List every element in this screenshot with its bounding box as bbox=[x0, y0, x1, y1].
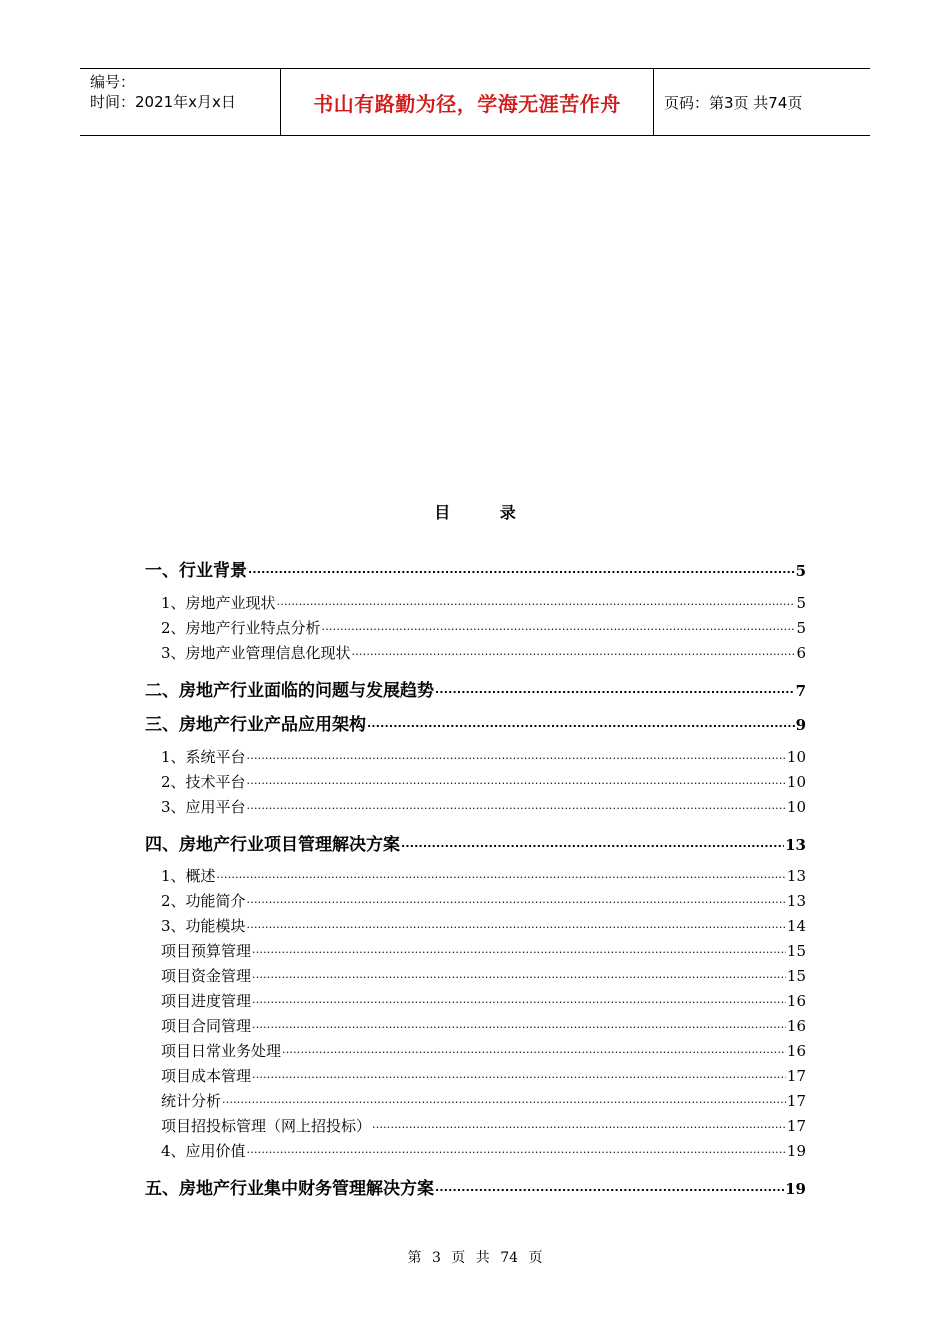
toc-entry-subsection[interactable] bbox=[145, 1040, 806, 1061]
toc-entry-page: 17 bbox=[786, 1092, 806, 1110]
toc-entry-label: 三、房地产行业产品应用架构 bbox=[145, 715, 366, 735]
toc-leader-dots bbox=[247, 797, 786, 812]
toc-entry-section[interactable] bbox=[145, 915, 806, 936]
toc-entry-page: 17 bbox=[786, 1067, 806, 1085]
header-motto: 书山有路勤为径，学海无涯苦作舟 bbox=[281, 69, 654, 135]
toc-entry-subsection[interactable] bbox=[145, 1115, 806, 1136]
toc-leader-dots bbox=[435, 679, 795, 696]
toc-entry-section[interactable] bbox=[145, 796, 806, 817]
toc-entry-subsection[interactable] bbox=[145, 1065, 806, 1086]
toc-entry-chapter[interactable] bbox=[145, 1174, 806, 1199]
toc-entry-label: 1、概述 bbox=[161, 867, 216, 885]
toc-entry-label: 2、技术平台 bbox=[161, 773, 246, 791]
toc-entry-section[interactable] bbox=[145, 642, 806, 663]
toc-leader-dots bbox=[247, 1141, 786, 1156]
toc-entry-label: 项目合同管理 bbox=[161, 1017, 252, 1035]
toc-leader-dots bbox=[222, 1091, 786, 1106]
toc-entry-label: 2、功能简介 bbox=[161, 892, 246, 910]
header-meta bbox=[80, 69, 281, 135]
toc-entry-page: 16 bbox=[786, 1017, 806, 1035]
page-footer: 第 3 页 共 74 页 bbox=[407, 1250, 543, 1266]
toc-entry-subsection[interactable] bbox=[145, 990, 806, 1011]
toc-entry-subsection[interactable] bbox=[145, 1015, 806, 1036]
toc-leader-dots bbox=[252, 1016, 786, 1031]
toc-entry-label: 五、房地产行业集中财务管理解决方案 bbox=[145, 1179, 434, 1199]
toc-entry-page: 10 bbox=[786, 773, 806, 791]
toc-entry-label: 一、行业背景 bbox=[145, 561, 247, 581]
toc-leader-dots bbox=[247, 747, 786, 762]
toc-entry-page: 5 bbox=[796, 594, 806, 612]
toc-entry-label: 统计分析 bbox=[161, 1092, 222, 1110]
toc-leader-dots bbox=[282, 1041, 786, 1056]
toc-entry-page: 19 bbox=[786, 1142, 806, 1160]
toc-entry-section[interactable] bbox=[145, 890, 806, 911]
toc-entry-label: 项目进度管理 bbox=[161, 992, 252, 1010]
toc-leader-dots bbox=[352, 643, 796, 658]
toc-leader-dots bbox=[247, 916, 786, 931]
toc-entry-label: 项目资金管理 bbox=[161, 967, 252, 985]
toc-entry-label: 二、房地产行业面临的问题与发展趋势 bbox=[145, 681, 434, 701]
toc-entry-page: 16 bbox=[786, 1042, 806, 1060]
toc-entry-page: 9 bbox=[795, 716, 806, 734]
toc-entry-label: 四、房地产行业项目管理解决方案 bbox=[145, 835, 400, 855]
toc-entry-chapter[interactable] bbox=[145, 710, 806, 735]
toc-entry-label: 1、房地产业现状 bbox=[161, 594, 276, 612]
toc-entry-chapter[interactable] bbox=[145, 676, 806, 701]
toc-leader-dots bbox=[252, 966, 786, 981]
toc-leader-dots bbox=[252, 1066, 786, 1081]
number-label: 编号： bbox=[90, 73, 136, 91]
toc-leader-dots bbox=[435, 1177, 784, 1194]
toc-leader-dots bbox=[217, 866, 786, 881]
toc-leader-dots bbox=[252, 941, 786, 956]
toc-entry-subsection[interactable] bbox=[145, 965, 806, 986]
toc-entry-label: 3、应用平台 bbox=[161, 798, 246, 816]
toc-entry-page: 15 bbox=[786, 942, 806, 960]
toc-title: 目 录 bbox=[434, 503, 538, 522]
toc-entry-page: 7 bbox=[795, 682, 806, 700]
toc-entry-label: 3、房地产业管理信息化现状 bbox=[161, 644, 351, 662]
toc-entry-label: 项目招投标管理（网上招投标） bbox=[161, 1117, 372, 1135]
toc-entry-page: 14 bbox=[786, 917, 806, 935]
toc-entry-label: 项目成本管理 bbox=[161, 1067, 252, 1085]
toc-entry-label: 项目预算管理 bbox=[161, 942, 252, 960]
toc-entry-chapter[interactable] bbox=[145, 556, 806, 581]
toc-entry-label: 1、系统平台 bbox=[161, 748, 246, 766]
toc-leader-dots bbox=[401, 833, 784, 850]
toc-entry-page: 19 bbox=[785, 1180, 806, 1198]
toc-entry-chapter[interactable] bbox=[145, 830, 806, 855]
toc-entry-label: 2、房地产行业特点分析 bbox=[161, 619, 321, 637]
toc-entry-page: 17 bbox=[786, 1117, 806, 1135]
toc-leader-dots bbox=[322, 618, 796, 633]
toc-leader-dots bbox=[372, 1116, 786, 1131]
toc-leader-dots bbox=[247, 772, 786, 787]
toc-entry-page: 16 bbox=[786, 992, 806, 1010]
toc-entry-page: 10 bbox=[786, 748, 806, 766]
toc-entry-page: 6 bbox=[796, 644, 806, 662]
toc-entry-subsection[interactable] bbox=[145, 1090, 806, 1111]
header-page-info: 页码：第3页 共74页 bbox=[664, 93, 803, 112]
toc-entry-page: 13 bbox=[785, 836, 806, 854]
toc-entry-section[interactable] bbox=[145, 746, 806, 767]
toc-entry-section[interactable] bbox=[145, 865, 806, 886]
toc-entry-label: 项目日常业务处理 bbox=[161, 1042, 282, 1060]
toc-leader-dots bbox=[277, 593, 796, 608]
document-header bbox=[80, 68, 870, 136]
toc-entry-label: 4、应用价值 bbox=[161, 1142, 246, 1160]
toc-entry-section[interactable] bbox=[145, 617, 806, 638]
toc-leader-dots bbox=[367, 713, 795, 730]
toc-entry-page: 5 bbox=[795, 562, 806, 580]
toc-entry-subsection[interactable] bbox=[145, 940, 806, 961]
toc-entry-page: 10 bbox=[786, 798, 806, 816]
toc-leader-dots bbox=[248, 559, 795, 576]
toc-leader-dots bbox=[247, 891, 786, 906]
toc-entry-section[interactable] bbox=[145, 592, 806, 613]
toc-entry-section[interactable] bbox=[145, 771, 806, 792]
time-label: 时间：2021年x月x日 bbox=[90, 93, 236, 111]
toc-entry-page: 13 bbox=[786, 867, 806, 885]
toc-entry-page: 5 bbox=[796, 619, 806, 637]
toc-entry-label: 3、功能模块 bbox=[161, 917, 246, 935]
toc-entry-page: 13 bbox=[786, 892, 806, 910]
toc-entry-section[interactable] bbox=[145, 1140, 806, 1161]
toc-leader-dots bbox=[252, 991, 786, 1006]
toc-entry-page: 15 bbox=[786, 967, 806, 985]
